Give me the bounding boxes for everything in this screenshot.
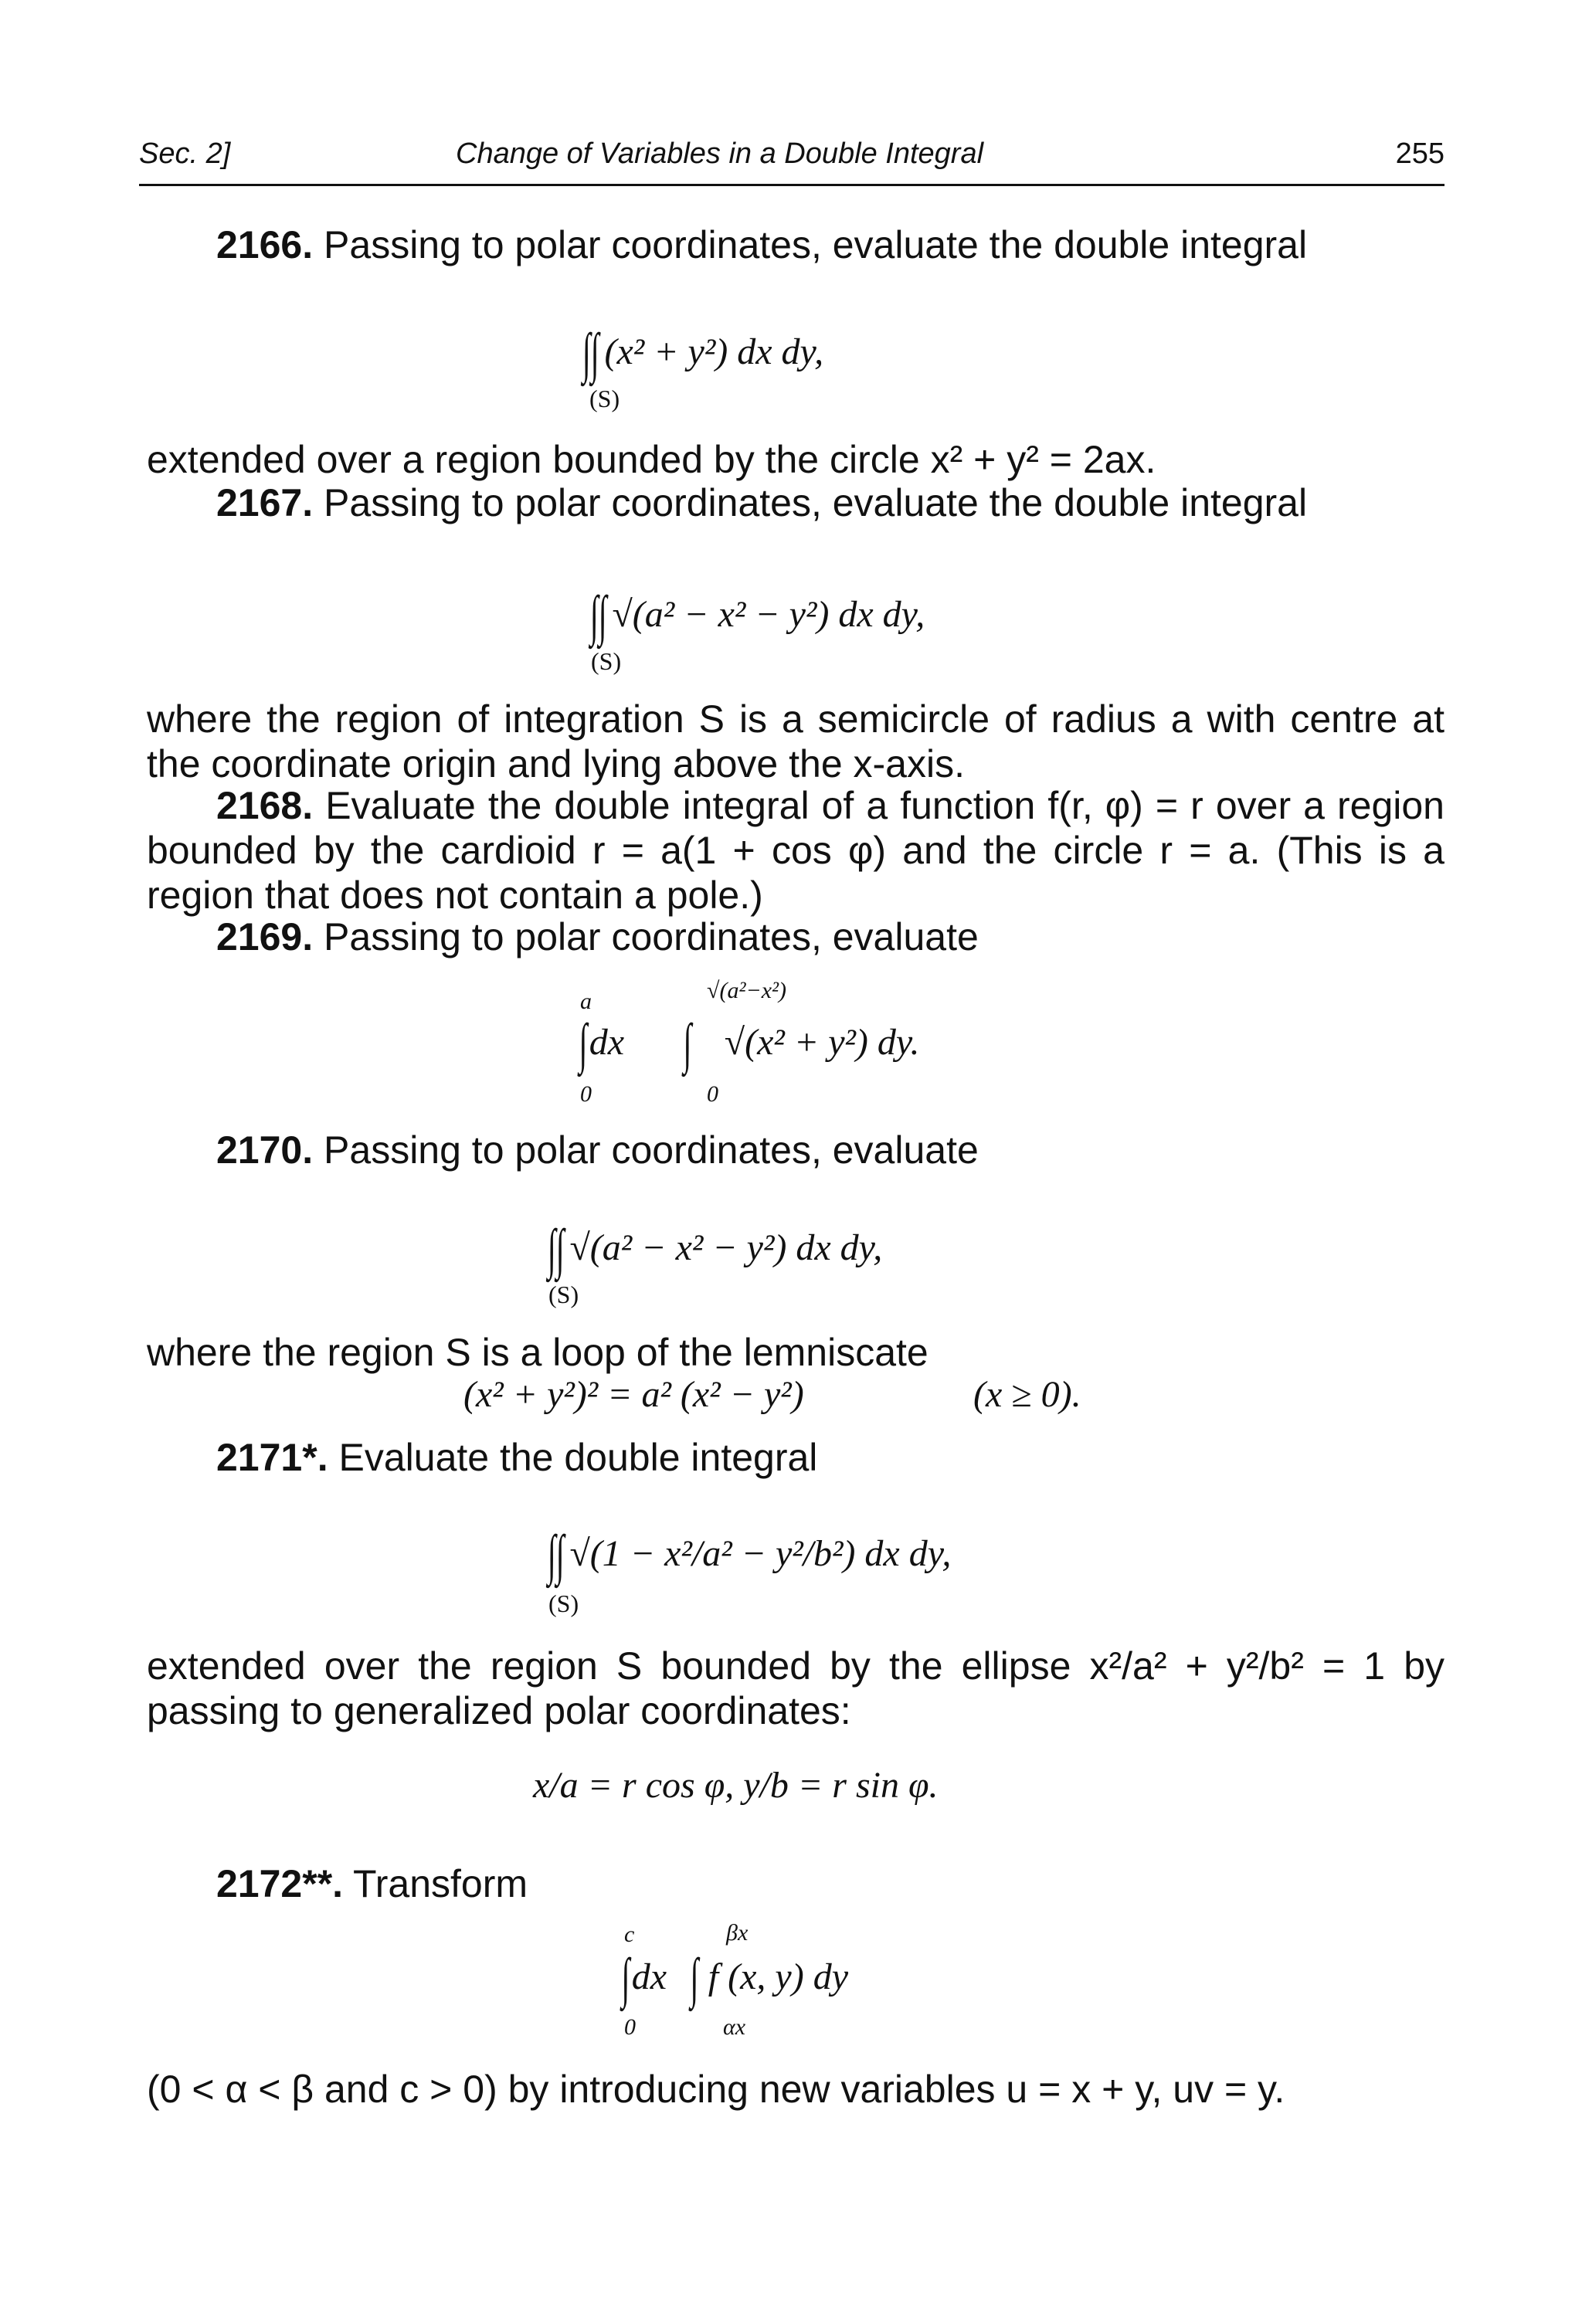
problem-2166-statement — [147, 222, 1445, 267]
problem-2166-continuation: extended over a region bounded by the circle x² + y² = 2ax. — [147, 438, 1156, 481]
double-integral-sign: ∫∫ — [582, 322, 599, 384]
problem-2172-statement — [147, 1861, 1445, 1906]
lemniscate-equation — [463, 1373, 804, 1416]
lower-limit-outer: 0 — [624, 2014, 636, 2040]
integrand: √(1 − x²/a² − y²/b²) dx dy, — [569, 1533, 952, 1574]
integrand-outer: dx — [589, 1022, 625, 1063]
problem-2167-continuation: where the region of integration S is a semicircle of radius a with centre at the coordinate origin and lying above the x-axis. — [147, 697, 1445, 785]
region-label: (S) — [548, 1589, 579, 1617]
problem-text: Passing to polar coordinates, evaluate the double integral — [324, 223, 1308, 266]
problem-2172-formula — [618, 1920, 1051, 2040]
problem-2171-statement — [147, 1435, 1445, 1480]
integrand-inner: √(x² + y²) dy. — [724, 1022, 920, 1063]
lemniscate-formula: (x² + y²)² = a² (x² − y²) — [463, 1374, 804, 1415]
integrand-outer: dx — [631, 1956, 667, 1997]
integral-sign: ∫ — [683, 1013, 692, 1074]
upper-limit-inner: √(a²−x²) — [707, 978, 786, 1003]
region-label: (S) — [589, 385, 620, 412]
problem-text: Passing to polar coordinates, evaluate — [324, 915, 979, 958]
problem-2166-formula — [575, 321, 824, 412]
problem-2172-continuation: (0 < α < β and c > 0) by introducing new variables u = x + y, uv = y. — [147, 2068, 1285, 2111]
integrand: (x² + y²) dx dy, — [604, 331, 824, 372]
integrand: √(a² − x² − y²) dx dy, — [569, 1227, 883, 1268]
lower-limit-inner: αx — [723, 2014, 746, 2040]
problem-number: 2168. — [216, 784, 314, 827]
problem-text: Passing to polar coordinates, evaluate the double integral — [324, 481, 1308, 524]
problem-2167-formula — [583, 584, 925, 675]
integrand-inner: f (x, y) dy — [708, 1956, 848, 1997]
problem-2171-formula — [541, 1523, 952, 1617]
problem-2171-continuation: extended over the region S bounded by the ellipse x²/a² + y²/b² = 1 by passing to generalized polar coordinates: — [147, 1644, 1445, 1732]
problem-2170-formula — [541, 1217, 883, 1308]
problem-text: Passing to polar coordinates, evaluate — [324, 1128, 979, 1172]
problem-number: 2166. — [216, 223, 314, 266]
generalized-polar-substitution — [533, 1764, 939, 1807]
problem-2170-continuation: where the region S is a loop of the lemniscate — [147, 1331, 928, 1374]
lower-limit-outer: 0 — [580, 1081, 592, 1107]
upper-limit-outer: c — [624, 1922, 635, 1947]
upper-limit-outer: a — [580, 989, 592, 1014]
problem-number: 2170. — [216, 1128, 314, 1172]
lemniscate-condition — [973, 1373, 1081, 1416]
double-integral-sign: ∫∫ — [547, 1218, 565, 1280]
page-number: 255 — [1395, 137, 1445, 170]
integral-sign: ∫ — [690, 1947, 699, 2009]
section-label: Sec. 2] — [139, 137, 231, 170]
problem-text: Transform — [353, 1862, 528, 1905]
problem-2167-statement — [147, 480, 1445, 525]
problem-number: 2172**. — [216, 1862, 344, 1905]
problem-2168-statement — [147, 783, 1445, 918]
problem-number: 2171*. — [216, 1436, 328, 1479]
problem-2169-statement — [147, 914, 1445, 959]
region-label: (S) — [548, 1281, 579, 1308]
problem-number: 2167. — [216, 481, 314, 524]
integral-sign: ∫ — [579, 1013, 588, 1074]
double-integral-sign: ∫∫ — [589, 585, 607, 646]
region-label: (S) — [591, 647, 622, 675]
integral-sign: ∫ — [621, 1947, 630, 2009]
integrand: √(a² − x² − y²) dx dy, — [612, 594, 925, 635]
chapter-title: Change of Variables in a Double Integral — [456, 137, 984, 170]
problem-2170-statement — [147, 1128, 1445, 1172]
problem-number: 2169. — [216, 915, 314, 958]
condition-text: (x ≥ 0). — [973, 1374, 1081, 1415]
upper-limit-inner: βx — [726, 1920, 749, 1946]
running-head — [139, 136, 1445, 186]
problem-text: Evaluate the double integral of a function f(r, φ) = r over a region bounded by the cardioid r = a(1 + cos φ) and the circle r = a. (This is a region that does not contain a pole.) — [147, 784, 1445, 917]
substitution-formula: x/a = r cos φ, y/b = r sin φ. — [533, 1765, 939, 1806]
double-integral-sign: ∫∫ — [547, 1524, 565, 1586]
problem-text: Evaluate the double integral — [338, 1436, 818, 1479]
lower-limit-inner: 0 — [707, 1081, 718, 1107]
problem-2169-formula — [575, 978, 1070, 1112]
